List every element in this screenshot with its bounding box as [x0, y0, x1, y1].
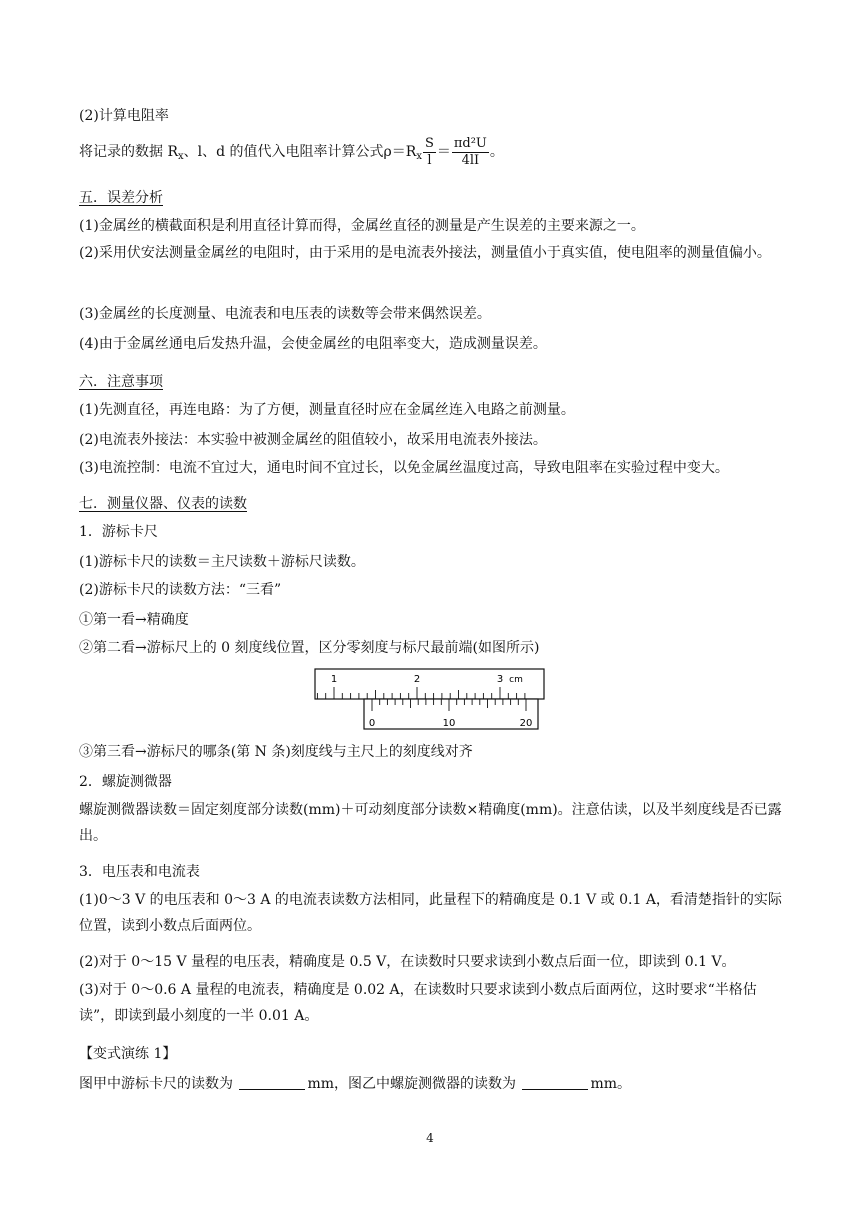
notes-item-3: (3)电流控制：电流不宜过大，通电时间不宜过长，以免金属丝温度过高，导致电阻率在实验过程中变大。	[79, 460, 729, 476]
error-item-1: (1)金属丝的横截面积是利用直径计算而得，金属丝直径的测量是产生误差的主要来源之一。	[79, 218, 645, 234]
error-analysis-title-text: 五．误差分析	[79, 190, 163, 206]
vernier-label-10: 10	[442, 718, 456, 729]
formula-lead-text-2: 、l、d 的值代入电阻率计算公式ρ＝R	[183, 144, 417, 160]
notes-item-1: (1)先测直径，再连电路：为了方便，测量直径时应在金属丝连入电路之前测量。	[79, 402, 575, 418]
answer-blank-micrometer[interactable]	[522, 1075, 588, 1090]
micrometer-text: 螺旋测微器读数＝固定刻度部分读数(mm)＋可动刻度部分读数×精确度(mm)。注意估读，以及半刻度线是否已露出。	[79, 802, 782, 844]
fraction-numerator: πd²U	[453, 135, 487, 151]
exercise-title: 【变式演练 1】	[79, 1046, 177, 1062]
fraction-s-over-l	[423, 136, 436, 169]
notes-title	[79, 372, 785, 392]
vernier-caliper-svg	[314, 668, 548, 734]
page-number: 4	[426, 1131, 434, 1145]
main-label-1: 1	[330, 674, 338, 685]
formula-subscript: x	[416, 151, 422, 162]
answer-blank-caliper[interactable]	[239, 1075, 305, 1090]
meters-item-2: (2)对于 0～15 V 量程的电压表，精确度是 0.5 V，在读数时只要求读到小数点后面一位，即读到 0.1 V。	[79, 954, 736, 970]
caliper-item-2: (2)游标卡尺的读数方法：“三看”	[79, 582, 282, 598]
error-item-3: (3)金属丝的长度测量、电流表和电压表的读数等会带来偶然误差。	[79, 306, 491, 322]
formula-lead-text: 将记录的数据 R	[79, 144, 178, 160]
exercise-question	[79, 1074, 785, 1094]
caliper-step-2: ②第二看→游标尺上的 0 刻度线位置，区分零刻度与标尺最前端(如图所示)	[79, 640, 540, 656]
question-text-b: mm，图乙中螺旋测微器的读数为	[307, 1076, 517, 1092]
vernier-caliper-figure	[314, 668, 548, 738]
error-item-2: (2)采用伏安法测量金属丝的电阻时，由于采用的是电流表外接法，测量值小于真实值，使电阻率的测量值偏小。	[79, 245, 771, 261]
question-text-c: mm。	[590, 1076, 632, 1092]
equals-sign: ＝	[436, 144, 451, 160]
caliper-item-1: (1)游标卡尺的读数＝主尺读数＋游标尺读数。	[79, 554, 365, 570]
caliper-step-3: ③第三看→游标尺的哪条(第 N 条)刻度线与主尺上的刻度线对齐	[79, 744, 473, 760]
main-label-2: 2	[413, 674, 421, 685]
sec-heading-resistivity: (2)计算电阻率	[79, 108, 169, 124]
reading-title-text: 七．测量仪器、仪表的读数	[79, 496, 247, 512]
meters-heading: 3．电压表和电流表	[79, 864, 200, 880]
caliper-step-1: ①第一看→精确度	[79, 612, 189, 628]
notes-item-2: (2)电流表外接法：本实验中被测金属丝的阻值较小，故采用电流表外接法。	[79, 432, 547, 448]
main-label-3: 3	[496, 674, 504, 685]
notes-title-text: 六．注意事项	[79, 374, 163, 390]
formula-lead-subscript: x	[178, 151, 184, 162]
micrometer-heading: 2．螺旋测微器	[79, 774, 172, 790]
fraction-denominator: 4lI	[461, 152, 480, 168]
meters-item-3: (3)对于 0～0.6 A 量程的电流表，精确度是 0.02 A，在读数时只要求读到小数点后面两位，这时要求“半格估读”，即读到最小刻度的一半 0.01 A。	[79, 982, 757, 1024]
reading-title	[79, 494, 785, 514]
meters-item-1: (1)0～3 V 的电压表和 0～3 A 的电流表读数方法相同，此量程下的精确度是 0.1 V 或 0.1 A，看清楚指针的实际位置，读到小数点后面两位。	[79, 892, 782, 934]
fraction-denominator: l	[427, 152, 432, 168]
main-unit-label: cm	[509, 675, 523, 685]
error-analysis-title	[79, 188, 785, 208]
fraction-numerator: S	[424, 135, 434, 151]
vernier-label-0: 0	[368, 718, 376, 729]
error-item-4: (4)由于金属丝通电后发热升温，会使金属丝的电阻率变大，造成测量误差。	[79, 336, 547, 352]
fraction-pi-d2u-over-4li	[452, 136, 489, 169]
caliper-heading: 1．游标卡尺	[79, 524, 158, 540]
formula-end-punct: 。	[489, 144, 504, 160]
vernier-label-20: 20	[519, 718, 533, 729]
question-text-a: 图甲中游标卡尺的读数为	[79, 1076, 233, 1092]
resistivity-formula-line	[79, 132, 785, 172]
